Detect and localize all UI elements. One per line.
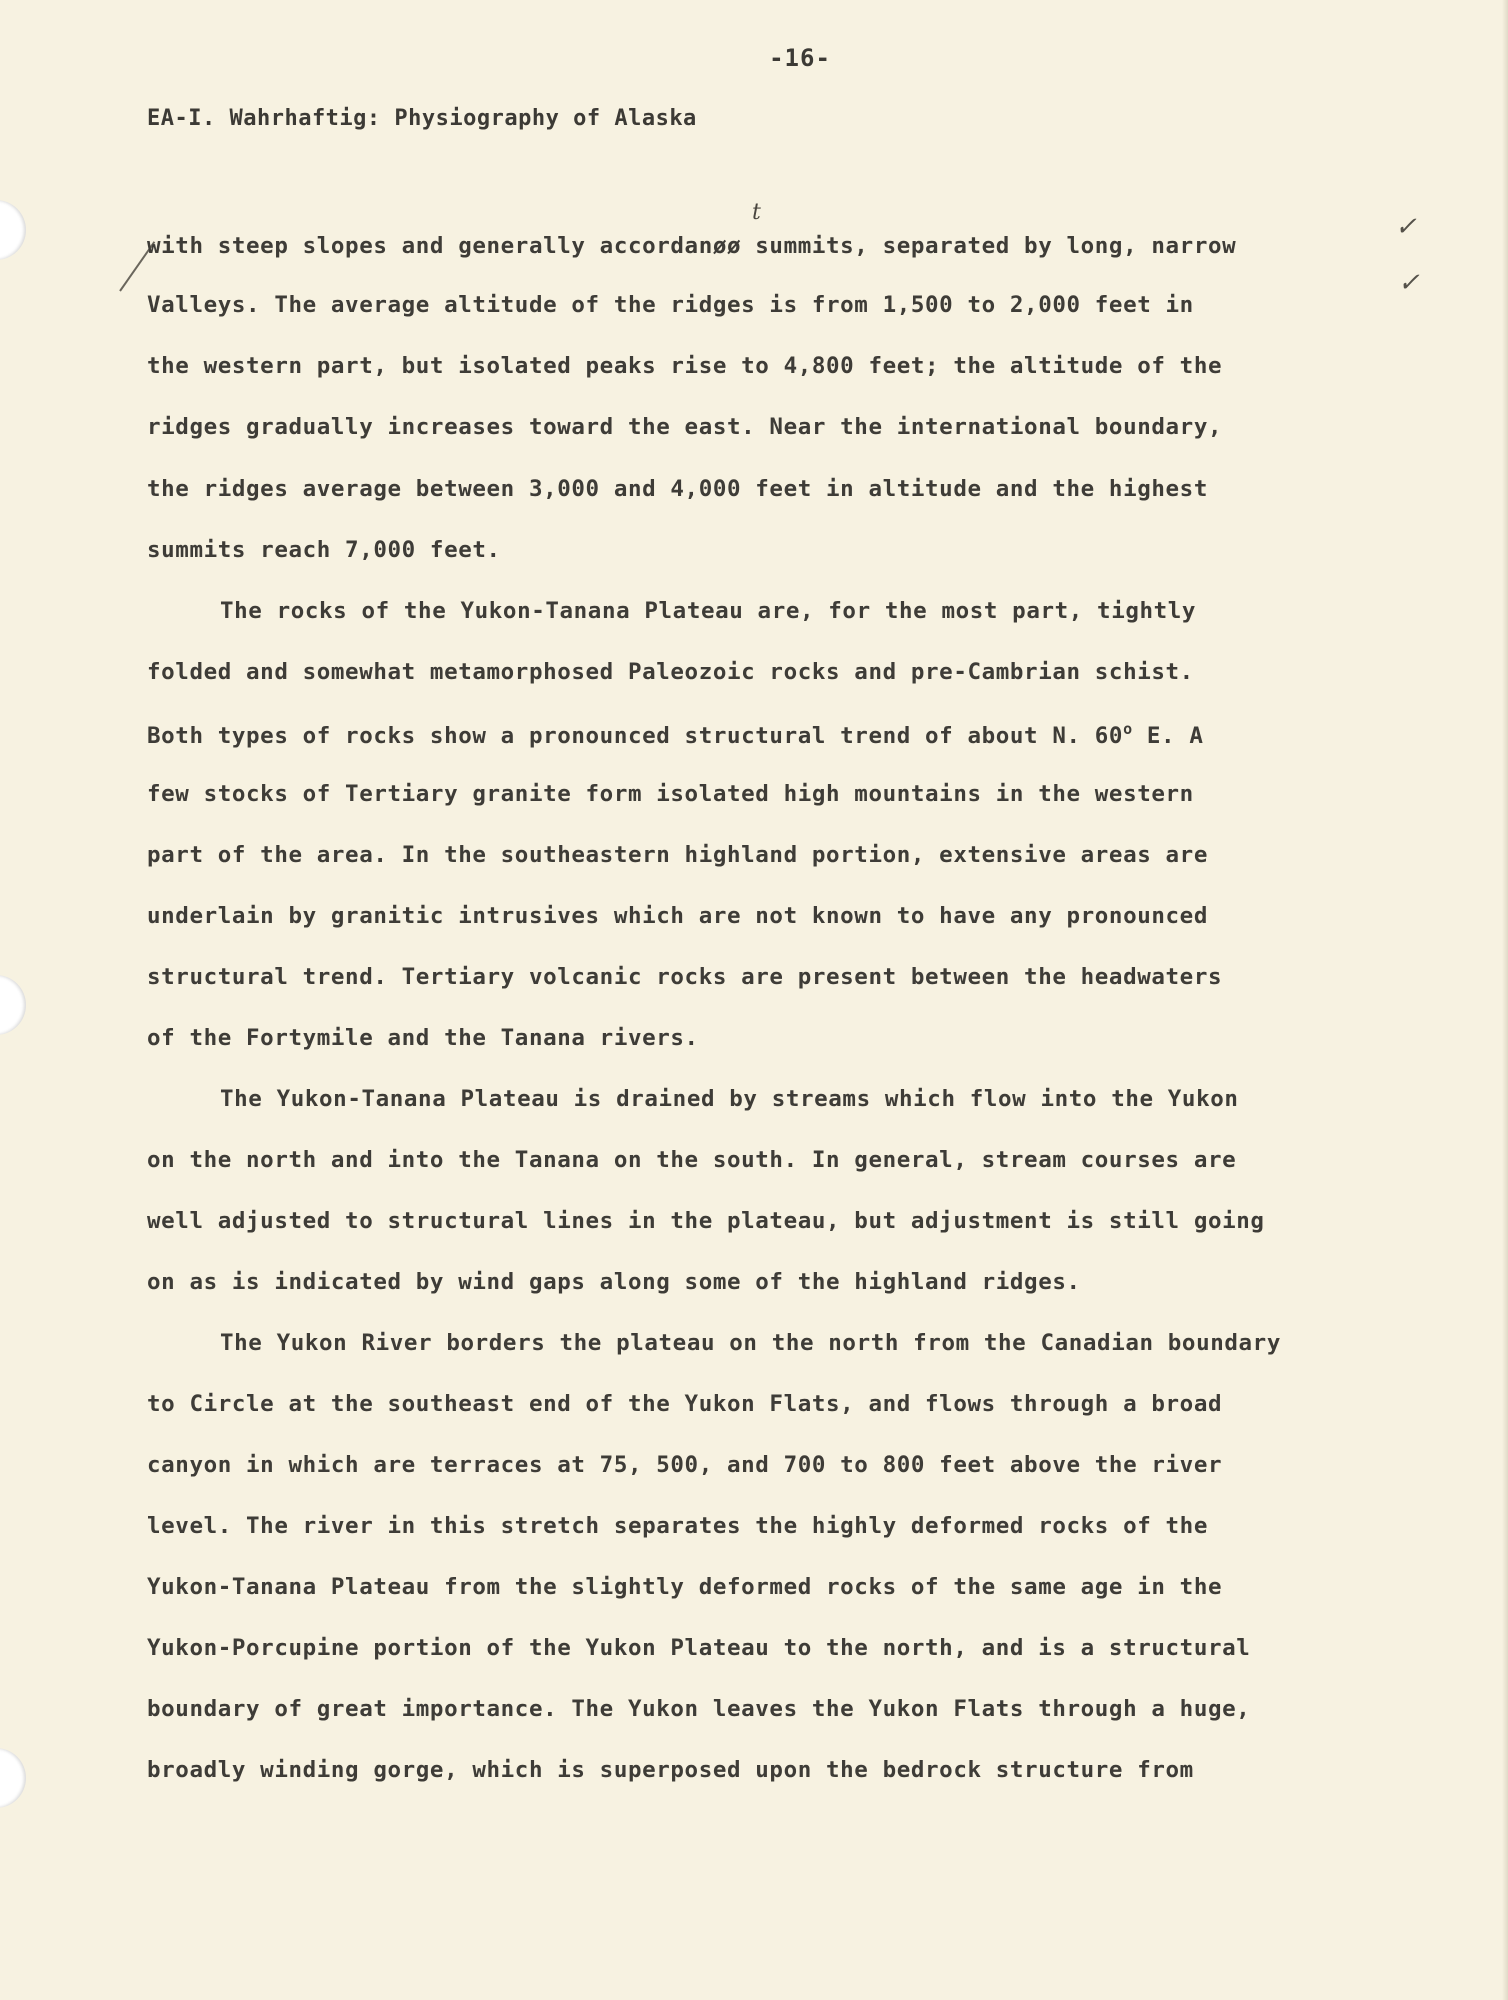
text-line: summits reach 7,000 feet.: [147, 537, 501, 563]
text-line: boundary of great importance. The Yukon leaves the Yukon Flats through a huge,: [147, 1696, 1251, 1722]
text-line: on as is indicated by wind gaps along some of the highland ridges.: [147, 1269, 1081, 1295]
binder-hole: [0, 1748, 26, 1808]
text-line: of the Fortymile and the Tanana rivers.: [147, 1025, 699, 1051]
handwritten-correction: t: [752, 200, 761, 225]
text-line: [147, 720, 1203, 749]
text-line: Yukon-Porcupine portion of the Yukon Plateau to the north, and is a structural: [147, 1635, 1251, 1661]
document-header: EA-I. Wahrhaftig: Physiography of Alaska: [147, 106, 697, 131]
text-line: well adjusted to structural lines in the plateau, but adjustment is still going: [147, 1208, 1265, 1234]
text-line: part of the area. In the southeastern highland portion, extensive areas are: [147, 842, 1208, 868]
text-line: ridges gradually increases toward the east. Near the international boundary,: [147, 414, 1223, 440]
text-line: level. The river in this stretch separates the highly deformed rocks of the: [147, 1513, 1208, 1539]
binder-hole: [0, 975, 26, 1035]
degree-sign: o: [1123, 720, 1133, 738]
margin-check-mark: ✓: [1395, 212, 1417, 242]
text-line-tail: E. A: [1132, 723, 1204, 749]
text-line: The Yukon River borders the plateau on the north from the Canadian boundary: [220, 1330, 1281, 1356]
text-line: canyon in which are terraces at 75, 500, and 700 to 800 feet above the river: [147, 1452, 1223, 1478]
page-number: -16-: [769, 44, 831, 72]
text-line: the western part, but isolated peaks rise to 4,800 feet; the altitude of the: [147, 353, 1223, 379]
text-line: The rocks of the Yukon-Tanana Plateau are, for the most part, tightly: [220, 598, 1197, 624]
text-line: The Yukon-Tanana Plateau is drained by streams which flow into the Yukon: [220, 1086, 1239, 1112]
text-line: on the north and into the Tanana on the south. In general, stream courses are: [147, 1147, 1237, 1173]
text-line: underlain by granitic intrusives which are not known to have any pronounced: [147, 903, 1208, 929]
margin-check-mark: ✓: [1398, 268, 1420, 298]
text-line: the ridges average between 3,000 and 4,000 feet in altitude and the highest: [147, 476, 1208, 502]
text-line: to Circle at the southeast end of the Yukon Flats, and flows through a broad: [147, 1391, 1223, 1417]
text-line: Valleys. The average altitude of the ridges is from 1,500 to 2,000 feet in: [147, 292, 1194, 318]
text-line-body: Both types of rocks show a pronounced structural trend of about N. 60: [147, 723, 1124, 749]
text-line: folded and somewhat metamorphosed Paleozoic rocks and pre-Cambrian schist.: [147, 659, 1194, 685]
text-line: broadly winding gorge, which is superposed upon the bedrock structure from: [147, 1757, 1194, 1783]
text-line: with steep slopes and generally accordanøø summits, separated by long, narrow: [147, 233, 1237, 259]
page-edge-shadow: [1502, 0, 1508, 2000]
binder-hole: [0, 200, 26, 260]
text-line: Yukon-Tanana Plateau from the slightly deformed rocks of the same age in the: [147, 1574, 1223, 1600]
text-line: structural trend. Tertiary volcanic rocks are present between the headwaters: [147, 964, 1223, 990]
text-line: few stocks of Tertiary granite form isolated high mountains in the western: [147, 781, 1194, 807]
